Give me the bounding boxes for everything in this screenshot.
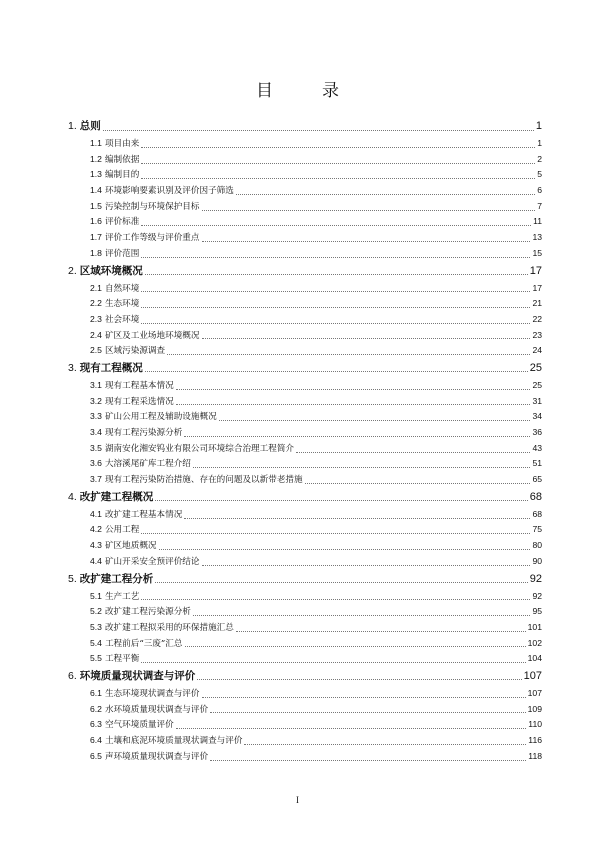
toc-entry-number: 5. xyxy=(68,572,77,585)
dot-leader xyxy=(141,290,530,292)
toc-section-entry[interactable] xyxy=(68,168,542,184)
toc-chapter-entry[interactable] xyxy=(68,263,542,282)
toc-chapter-entry[interactable] xyxy=(68,571,542,590)
toc-section-entry[interactable] xyxy=(68,426,542,442)
toc-entry-page: 110 xyxy=(528,719,542,730)
toc-entry-page: 34 xyxy=(532,411,542,422)
toc-entry-page: 65 xyxy=(532,474,542,485)
toc-entry-title: 区域环境概况 xyxy=(79,264,143,277)
page-title: 目 录 xyxy=(256,81,355,101)
toc-entry-number: 5.1 xyxy=(90,590,102,601)
toc-entry-title: 工程平衡 xyxy=(104,654,140,665)
dot-leader xyxy=(202,240,531,242)
toc-entry-number: 1.4 xyxy=(90,185,102,196)
page-number-footer: I xyxy=(296,795,299,805)
toc-section-entry[interactable] xyxy=(68,621,542,637)
toc-entry-page: 21 xyxy=(532,298,542,309)
dot-leader xyxy=(167,353,530,355)
toc-entry-page: 51 xyxy=(532,458,542,469)
toc-entry-title: 工程前后“三废”汇总 xyxy=(104,638,183,649)
toc-entry-title: 公用工程 xyxy=(104,525,140,536)
dot-leader xyxy=(141,598,530,600)
dot-leader xyxy=(141,322,530,324)
dot-leader xyxy=(184,435,530,437)
toc-section-entry[interactable] xyxy=(68,200,542,216)
toc-entry-number: 4.2 xyxy=(90,524,102,535)
toc-entry-page: 116 xyxy=(528,735,542,745)
dot-leader xyxy=(184,517,530,519)
dot-leader xyxy=(145,273,528,275)
toc-entry-page: 68 xyxy=(532,508,542,519)
dot-leader xyxy=(185,645,526,647)
toc-entry-number: 2.3 xyxy=(90,313,102,324)
toc-entry-page: 7 xyxy=(537,200,542,211)
toc-entry-title: 现有工程概况 xyxy=(79,361,143,374)
dot-leader xyxy=(141,532,530,534)
dot-leader xyxy=(141,661,525,663)
dot-leader xyxy=(141,177,535,179)
toc-entry-number: 1. xyxy=(68,120,77,132)
dot-leader xyxy=(155,499,527,501)
dot-leader xyxy=(159,548,531,550)
toc-entry-page: 92 xyxy=(529,572,542,585)
toc-entry-page: 80 xyxy=(532,540,542,551)
dot-leader xyxy=(202,564,531,566)
toc-entry-number: 2. xyxy=(68,264,77,277)
toc-entry-page: 101 xyxy=(527,621,542,632)
toc-entry-number: 4.4 xyxy=(90,555,102,566)
toc-entry-number: 3.4 xyxy=(90,427,102,437)
toc-entry-number: 3.6 xyxy=(90,458,102,469)
dot-leader xyxy=(236,630,526,632)
toc-entry-title: 矿山开采安全预评价结论 xyxy=(104,556,200,567)
toc-section-entry[interactable] xyxy=(68,410,542,426)
toc-entry-page: 92 xyxy=(532,590,542,601)
toc-section-entry[interactable] xyxy=(68,523,542,539)
toc-entry-page: 75 xyxy=(532,524,542,535)
toc-entry-number: 1.5 xyxy=(90,200,102,211)
toc-entry-page: 107 xyxy=(523,669,542,682)
toc-entry-number: 1.8 xyxy=(90,247,102,258)
dot-leader xyxy=(141,162,535,164)
toc-section-entry[interactable] xyxy=(68,137,542,153)
toc-section-entry[interactable] xyxy=(68,457,542,473)
toc-entry-title: 大溶溪尾矿库工程介绍 xyxy=(104,459,191,470)
dot-leader xyxy=(305,482,531,484)
toc-section-entry[interactable] xyxy=(68,215,542,231)
toc-entry-page: 104 xyxy=(527,653,542,664)
toc-section-entry[interactable] xyxy=(68,442,542,458)
toc-entry-number: 6.2 xyxy=(90,703,102,714)
toc-entry-number: 1.1 xyxy=(90,138,102,148)
toc-entry-page: 15 xyxy=(532,247,542,258)
dot-leader xyxy=(236,193,535,195)
dot-leader xyxy=(176,727,527,729)
toc-entry-title: 改扩建工程概况 xyxy=(79,490,154,503)
toc-entry-title: 改扩建工程分析 xyxy=(79,572,154,585)
toc-entry-number: 6.3 xyxy=(90,719,102,730)
toc-entry-number: 3.2 xyxy=(90,395,102,406)
toc-entry-title: 社会环境 xyxy=(104,314,140,325)
toc-entry-title: 编制目的 xyxy=(104,170,140,181)
toc-chapter-entry[interactable] xyxy=(68,668,542,687)
dot-leader xyxy=(296,451,530,453)
toc-entry-number: 3. xyxy=(68,361,77,374)
toc-entry-number: 2.1 xyxy=(90,282,102,293)
toc-section-entry[interactable] xyxy=(68,718,542,734)
toc-entry-title: 评价工作等级与评价重点 xyxy=(104,233,200,244)
toc-entry-page: 13 xyxy=(532,232,542,243)
toc-entry-page: 68 xyxy=(529,490,542,503)
toc-section-entry[interactable] xyxy=(68,184,542,200)
toc-entry-number: 2.2 xyxy=(90,298,102,309)
toc-entry-title: 湖南安化湘安钨业有限公司环境综合治理工程简介 xyxy=(104,443,295,454)
toc-entry-page: 43 xyxy=(532,442,542,453)
toc-entry-page: 1 xyxy=(535,120,542,132)
dot-leader xyxy=(141,224,531,226)
toc-section-entry[interactable] xyxy=(68,703,542,719)
toc-entry-title: 声环境质量现状调查与评价 xyxy=(104,751,209,762)
toc-entry-page: 109 xyxy=(527,703,542,714)
toc-section-entry[interactable] xyxy=(68,153,542,169)
toc-entry-title: 现有工程污染源分析 xyxy=(104,428,183,438)
toc-entry-page: 31 xyxy=(532,395,542,406)
toc-entry-number: 5.2 xyxy=(90,606,102,617)
toc-entry-page: 1 xyxy=(537,138,542,148)
toc-entry-title: 污染控制与环境保护目标 xyxy=(104,201,200,212)
toc-entry-page: 23 xyxy=(532,329,542,340)
toc-chapter-entry[interactable] xyxy=(68,489,542,508)
toc-entry-page: 22 xyxy=(532,313,542,324)
toc-entry-number: 3.3 xyxy=(90,411,102,422)
toc-entry-title: 土壤和底泥环境质量现状调查与评价 xyxy=(104,736,243,746)
toc-entry-page: 25 xyxy=(529,361,542,374)
dot-leader xyxy=(202,337,531,339)
toc-entry-page: 36 xyxy=(532,427,542,437)
dot-leader xyxy=(210,711,526,713)
toc-section-entry[interactable] xyxy=(68,555,542,571)
dot-leader xyxy=(176,388,531,390)
toc-entry-page: 102 xyxy=(527,637,542,648)
toc-entry-page: 17 xyxy=(529,264,542,277)
toc-entry-number: 1.3 xyxy=(90,169,102,180)
toc-entry-title: 区域污染源调查 xyxy=(104,346,166,357)
toc-entry-number: 3.7 xyxy=(90,474,102,485)
toc-entry-page: 17 xyxy=(532,282,542,293)
toc-entry-number: 1.6 xyxy=(90,216,102,227)
dot-leader xyxy=(176,403,531,405)
dot-leader xyxy=(193,466,531,468)
dot-leader xyxy=(197,678,521,680)
toc-entry-title: 水环境质量现状调查与评价 xyxy=(104,704,209,715)
toc-entry-number: 6.5 xyxy=(90,750,102,761)
dot-leader xyxy=(141,146,535,148)
toc-entry-title: 现有工程采选情况 xyxy=(104,396,174,407)
dot-leader xyxy=(141,306,530,308)
toc-entry-title: 现有工程基本情况 xyxy=(104,380,174,391)
toc-section-entry[interactable] xyxy=(68,231,542,247)
toc-section-entry[interactable] xyxy=(68,652,542,668)
toc-entry-title: 矿山公用工程及辅助设施概况 xyxy=(104,412,217,423)
toc-entry-title: 矿区及工业场地环境概况 xyxy=(104,330,200,341)
dot-leader xyxy=(145,370,528,372)
toc-entry-title: 评价范围 xyxy=(104,248,140,259)
toc-entry-title: 环境影响要素识别及评价因子筛选 xyxy=(104,186,234,197)
toc-section-entry[interactable] xyxy=(68,379,542,395)
toc-entry-number: 4. xyxy=(68,490,77,503)
toc-entry-page: 2 xyxy=(537,153,542,164)
table-of-contents xyxy=(68,118,542,765)
toc-entry-page: 107 xyxy=(527,687,542,698)
toc-chapter-entry[interactable] xyxy=(68,118,542,137)
toc-section-entry[interactable] xyxy=(68,539,542,555)
toc-entry-title: 生产工艺 xyxy=(104,591,140,602)
toc-entry-title: 生态环境 xyxy=(104,299,140,310)
toc-entry-title: 总则 xyxy=(79,120,101,132)
toc-entry-number: 1.2 xyxy=(90,153,102,164)
toc-section-entry[interactable] xyxy=(68,734,542,750)
toc-entry-title: 自然环境 xyxy=(104,283,140,294)
toc-entry-title: 改扩建工程污染源分析 xyxy=(104,607,191,618)
dot-leader xyxy=(244,743,526,745)
toc-entry-number: 1.7 xyxy=(90,232,102,243)
toc-entry-title: 环境质量现状调查与评价 xyxy=(79,669,196,682)
toc-entry-page: 6 xyxy=(537,185,542,196)
toc-entry-title: 生态环境现状调查与评价 xyxy=(104,688,200,699)
toc-entry-page: 118 xyxy=(528,750,542,761)
dot-leader xyxy=(202,209,536,211)
toc-section-entry[interactable] xyxy=(68,508,542,524)
toc-section-entry[interactable] xyxy=(68,473,542,489)
toc-entry-number: 2.4 xyxy=(90,329,102,340)
toc-section-entry[interactable] xyxy=(68,282,542,298)
dot-leader xyxy=(219,419,531,421)
toc-section-entry[interactable] xyxy=(68,313,542,329)
toc-section-entry[interactable] xyxy=(68,329,542,345)
toc-chapter-entry[interactable] xyxy=(68,360,542,379)
toc-section-entry[interactable] xyxy=(68,395,542,411)
toc-entry-title: 矿区地质概况 xyxy=(104,541,157,552)
toc-entry-title: 编制依据 xyxy=(104,154,140,165)
toc-entry-number: 5.5 xyxy=(90,653,102,664)
toc-entry-page: 11 xyxy=(533,216,542,227)
toc-entry-number: 4.1 xyxy=(90,508,102,519)
dot-leader xyxy=(193,614,531,616)
toc-section-entry[interactable] xyxy=(68,247,542,263)
toc-entry-number: 5.3 xyxy=(90,621,102,632)
toc-section-entry[interactable] xyxy=(68,750,542,766)
toc-entry-number: 3.5 xyxy=(90,442,102,453)
toc-entry-page: 90 xyxy=(532,555,542,566)
toc-entry-title: 改扩建工程基本情况 xyxy=(104,509,183,520)
dot-leader xyxy=(210,759,526,761)
toc-section-entry[interactable] xyxy=(68,344,542,360)
dot-leader xyxy=(141,256,530,258)
dot-leader xyxy=(155,581,527,583)
toc-entry-number: 6.4 xyxy=(90,735,102,745)
toc-entry-page: 25 xyxy=(532,379,542,390)
toc-entry-title: 评价标准 xyxy=(104,217,140,228)
toc-entry-number: 6. xyxy=(68,669,77,682)
toc-entry-number: 4.3 xyxy=(90,540,102,551)
dot-leader xyxy=(202,696,526,698)
toc-section-entry[interactable] xyxy=(68,605,542,621)
toc-section-entry[interactable] xyxy=(68,590,542,606)
toc-entry-title: 空气环境质量评价 xyxy=(104,720,174,731)
toc-section-entry[interactable] xyxy=(68,297,542,313)
dot-leader xyxy=(103,129,534,131)
toc-entry-title: 现有工程污染防治措施、存在的问题及以新带老措施 xyxy=(104,475,303,486)
toc-entry-title: 项目由来 xyxy=(104,139,140,149)
toc-entry-page: 5 xyxy=(537,169,542,180)
toc-entry-number: 3.1 xyxy=(90,379,102,390)
toc-entry-title: 改扩建工程拟采用的环保措施汇总 xyxy=(104,622,234,633)
toc-entry-page: 95 xyxy=(532,606,542,617)
toc-entry-number: 2.5 xyxy=(90,345,102,356)
toc-entry-number: 5.4 xyxy=(90,637,102,648)
toc-entry-page: 24 xyxy=(532,345,542,356)
toc-section-entry[interactable] xyxy=(68,637,542,653)
toc-section-entry[interactable] xyxy=(68,687,542,703)
toc-entry-number: 6.1 xyxy=(90,687,102,698)
